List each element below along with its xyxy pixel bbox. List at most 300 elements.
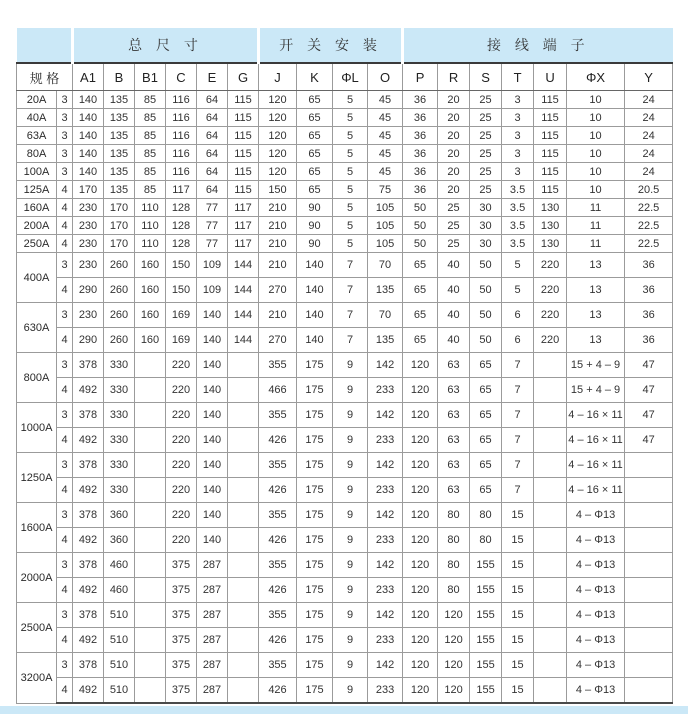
- value-cell: [625, 553, 673, 578]
- value-cell: 120: [403, 528, 438, 553]
- value-cell: 270: [259, 278, 297, 303]
- value-cell: 142: [368, 453, 403, 478]
- value-cell: 4 – 16 × 11: [567, 403, 625, 428]
- value-cell: 3: [502, 127, 534, 145]
- value-cell: 130: [534, 217, 567, 235]
- value-cell: 65: [297, 163, 333, 181]
- value-cell: 24: [625, 91, 673, 109]
- value-cell: 3: [502, 145, 534, 163]
- value-cell: 63: [438, 353, 470, 378]
- pole-count-cell: 4: [57, 217, 73, 235]
- value-cell: 170: [73, 181, 104, 199]
- value-cell: 50: [470, 303, 502, 328]
- value-cell: 375: [166, 578, 197, 603]
- value-cell: 120: [403, 653, 438, 678]
- value-cell: 24: [625, 145, 673, 163]
- value-cell: [228, 353, 259, 378]
- value-cell: 5: [333, 109, 368, 127]
- value-cell: [534, 578, 567, 603]
- value-cell: 4 – Φ13: [567, 528, 625, 553]
- value-cell: 64: [197, 127, 228, 145]
- value-cell: 175: [297, 453, 333, 478]
- value-cell: [228, 428, 259, 453]
- value-cell: 64: [197, 145, 228, 163]
- value-cell: 7: [502, 453, 534, 478]
- value-cell: 175: [297, 553, 333, 578]
- value-cell: 20: [438, 145, 470, 163]
- value-cell: 9: [333, 653, 368, 678]
- table-head: [17, 28, 673, 91]
- value-cell: 115: [534, 91, 567, 109]
- value-cell: 175: [297, 353, 333, 378]
- value-cell: 175: [297, 578, 333, 603]
- value-cell: 142: [368, 403, 403, 428]
- spec-cell: 20A: [17, 91, 57, 109]
- value-cell: 120: [438, 603, 470, 628]
- value-cell: 85: [135, 91, 166, 109]
- value-cell: 120: [403, 353, 438, 378]
- value-cell: 144: [228, 303, 259, 328]
- value-cell: 105: [368, 217, 403, 235]
- dimension-spec-table: [16, 28, 673, 704]
- value-cell: 65: [297, 109, 333, 127]
- value-cell: 116: [166, 91, 197, 109]
- value-cell: 85: [135, 163, 166, 181]
- value-cell: 115: [228, 145, 259, 163]
- table-row: [17, 127, 673, 145]
- spec-cell: 2500A: [17, 603, 57, 653]
- value-cell: 70: [368, 303, 403, 328]
- value-cell: 175: [297, 378, 333, 403]
- column-header-cell: T: [502, 63, 534, 91]
- value-cell: 378: [73, 453, 104, 478]
- value-cell: 120: [403, 678, 438, 704]
- spec-cell: 1000A: [17, 403, 57, 453]
- value-cell: 3: [502, 91, 534, 109]
- value-cell: 135: [104, 127, 135, 145]
- value-cell: 140: [73, 145, 104, 163]
- value-cell: 109: [197, 278, 228, 303]
- value-cell: 117: [228, 235, 259, 253]
- value-cell: [534, 428, 567, 453]
- value-cell: 77: [197, 217, 228, 235]
- value-cell: 426: [259, 428, 297, 453]
- column-header-cell: R: [438, 63, 470, 91]
- value-cell: 135: [104, 145, 135, 163]
- value-cell: 142: [368, 353, 403, 378]
- value-cell: 7: [502, 478, 534, 503]
- column-header-cell: ΦX: [567, 63, 625, 91]
- value-cell: 115: [534, 127, 567, 145]
- value-cell: 150: [166, 253, 197, 278]
- pole-count-cell: 4: [57, 578, 73, 603]
- value-cell: 25: [438, 235, 470, 253]
- value-cell: 115: [534, 109, 567, 127]
- value-cell: 510: [104, 603, 135, 628]
- value-cell: 15: [502, 528, 534, 553]
- value-cell: 36: [403, 91, 438, 109]
- value-cell: [135, 628, 166, 653]
- value-cell: 65: [403, 328, 438, 353]
- value-cell: 36: [403, 145, 438, 163]
- value-cell: [625, 678, 673, 704]
- value-cell: 175: [297, 678, 333, 704]
- value-cell: [228, 603, 259, 628]
- pole-count-cell: 4: [57, 478, 73, 503]
- value-cell: 260: [104, 328, 135, 353]
- value-cell: 20: [438, 109, 470, 127]
- value-cell: 15: [502, 578, 534, 603]
- value-cell: 360: [104, 528, 135, 553]
- table-body: [17, 91, 673, 704]
- value-cell: 9: [333, 628, 368, 653]
- value-cell: 220: [166, 378, 197, 403]
- value-cell: 115: [228, 163, 259, 181]
- value-cell: 64: [197, 91, 228, 109]
- value-cell: 9: [333, 403, 368, 428]
- value-cell: 233: [368, 428, 403, 453]
- value-cell: 140: [197, 428, 228, 453]
- value-cell: 85: [135, 127, 166, 145]
- value-cell: 142: [368, 653, 403, 678]
- value-cell: 5: [333, 217, 368, 235]
- value-cell: 105: [368, 199, 403, 217]
- column-header-cell: A1: [73, 63, 104, 91]
- value-cell: [135, 678, 166, 704]
- value-cell: [534, 478, 567, 503]
- value-cell: 5: [333, 91, 368, 109]
- column-header-cell: ΦL: [333, 63, 368, 91]
- value-cell: 15: [502, 503, 534, 528]
- value-cell: 9: [333, 353, 368, 378]
- value-cell: 140: [297, 303, 333, 328]
- table-row: [17, 163, 673, 181]
- value-cell: 220: [166, 428, 197, 453]
- table-row: [17, 91, 673, 109]
- value-cell: 9: [333, 478, 368, 503]
- table-row: [17, 145, 673, 163]
- value-cell: 233: [368, 528, 403, 553]
- value-cell: 36: [625, 278, 673, 303]
- value-cell: 36: [625, 253, 673, 278]
- table-row: [17, 553, 673, 578]
- value-cell: 24: [625, 163, 673, 181]
- value-cell: [135, 653, 166, 678]
- table-row: [17, 253, 673, 278]
- value-cell: 20: [438, 181, 470, 199]
- value-cell: 175: [297, 503, 333, 528]
- value-cell: [135, 403, 166, 428]
- value-cell: 155: [470, 678, 502, 704]
- value-cell: 150: [259, 181, 297, 199]
- value-cell: 4 – Φ13: [567, 653, 625, 678]
- value-cell: 115: [534, 163, 567, 181]
- value-cell: 6: [502, 328, 534, 353]
- value-cell: 25: [438, 217, 470, 235]
- value-cell: 170: [104, 217, 135, 235]
- value-cell: 460: [104, 578, 135, 603]
- value-cell: [625, 578, 673, 603]
- value-cell: 63: [438, 453, 470, 478]
- value-cell: 355: [259, 403, 297, 428]
- value-cell: 7: [502, 428, 534, 453]
- value-cell: 45: [368, 109, 403, 127]
- value-cell: 128: [166, 217, 197, 235]
- pole-count-cell: 3: [57, 109, 73, 127]
- value-cell: 90: [297, 235, 333, 253]
- spec-cell: 630A: [17, 303, 57, 353]
- value-cell: 220: [534, 303, 567, 328]
- value-cell: 5: [333, 163, 368, 181]
- group-header-cell: 接 线 端 子: [403, 28, 673, 63]
- value-cell: [534, 553, 567, 578]
- value-cell: 355: [259, 603, 297, 628]
- value-cell: 140: [297, 328, 333, 353]
- value-cell: 4 – Φ13: [567, 603, 625, 628]
- value-cell: 25: [470, 91, 502, 109]
- value-cell: 13: [567, 278, 625, 303]
- column-header-row: [17, 63, 673, 91]
- value-cell: 378: [73, 353, 104, 378]
- value-cell: 142: [368, 503, 403, 528]
- value-cell: [135, 578, 166, 603]
- pole-count-cell: 3: [57, 553, 73, 578]
- value-cell: 378: [73, 403, 104, 428]
- value-cell: 426: [259, 528, 297, 553]
- value-cell: 140: [197, 353, 228, 378]
- value-cell: 50: [403, 199, 438, 217]
- value-cell: 142: [368, 603, 403, 628]
- value-cell: 120: [403, 478, 438, 503]
- table-row: [17, 199, 673, 217]
- value-cell: 9: [333, 503, 368, 528]
- value-cell: 4 – 16 × 11: [567, 428, 625, 453]
- value-cell: 378: [73, 503, 104, 528]
- value-cell: 40: [438, 278, 470, 303]
- value-cell: 135: [104, 163, 135, 181]
- pole-count-cell: 3: [57, 403, 73, 428]
- column-header-cell: C: [166, 63, 197, 91]
- value-cell: 150: [166, 278, 197, 303]
- value-cell: 22.5: [625, 199, 673, 217]
- pole-count-cell: 3: [57, 353, 73, 378]
- value-cell: 65: [297, 127, 333, 145]
- value-cell: 36: [625, 303, 673, 328]
- value-cell: [228, 478, 259, 503]
- column-header-cell: B1: [135, 63, 166, 91]
- value-cell: 24: [625, 109, 673, 127]
- value-cell: 128: [166, 235, 197, 253]
- value-cell: 13: [567, 303, 625, 328]
- value-cell: [135, 428, 166, 453]
- value-cell: [534, 678, 567, 704]
- value-cell: 230: [73, 217, 104, 235]
- value-cell: 7: [333, 278, 368, 303]
- value-cell: 24: [625, 127, 673, 145]
- value-cell: 160: [135, 303, 166, 328]
- value-cell: 135: [104, 91, 135, 109]
- value-cell: 287: [197, 653, 228, 678]
- pole-count-cell: 4: [57, 528, 73, 553]
- table-row: [17, 303, 673, 328]
- value-cell: 426: [259, 478, 297, 503]
- value-cell: 36: [403, 109, 438, 127]
- pole-count-cell: 4: [57, 328, 73, 353]
- value-cell: 260: [104, 278, 135, 303]
- value-cell: 175: [297, 528, 333, 553]
- value-cell: 65: [297, 91, 333, 109]
- value-cell: 140: [197, 303, 228, 328]
- value-cell: 210: [259, 253, 297, 278]
- value-cell: [228, 503, 259, 528]
- table-row: [17, 453, 673, 478]
- value-cell: 375: [166, 678, 197, 704]
- value-cell: 355: [259, 553, 297, 578]
- value-cell: 378: [73, 603, 104, 628]
- value-cell: [228, 453, 259, 478]
- value-cell: 230: [73, 199, 104, 217]
- value-cell: 80: [470, 528, 502, 553]
- value-cell: 117: [166, 181, 197, 199]
- value-cell: 120: [438, 678, 470, 704]
- value-cell: [228, 528, 259, 553]
- value-cell: 65: [470, 478, 502, 503]
- spec-cell: 160A: [17, 199, 57, 217]
- value-cell: [228, 553, 259, 578]
- value-cell: 25: [470, 145, 502, 163]
- value-cell: 22.5: [625, 217, 673, 235]
- pole-count-cell: 4: [57, 235, 73, 253]
- value-cell: 120: [403, 628, 438, 653]
- value-cell: [534, 453, 567, 478]
- value-cell: 510: [104, 628, 135, 653]
- value-cell: 9: [333, 453, 368, 478]
- value-cell: 85: [135, 181, 166, 199]
- value-cell: 65: [297, 181, 333, 199]
- value-cell: 10: [567, 181, 625, 199]
- table-row: [17, 181, 673, 199]
- value-cell: 63: [438, 478, 470, 503]
- value-cell: 460: [104, 553, 135, 578]
- value-cell: 77: [197, 235, 228, 253]
- value-cell: 50: [470, 253, 502, 278]
- value-cell: 140: [297, 253, 333, 278]
- value-cell: 65: [470, 428, 502, 453]
- column-header-cell: O: [368, 63, 403, 91]
- value-cell: 25: [470, 127, 502, 145]
- value-cell: 115: [534, 145, 567, 163]
- value-cell: [625, 453, 673, 478]
- value-cell: 155: [470, 578, 502, 603]
- value-cell: 120: [403, 453, 438, 478]
- value-cell: 40: [438, 328, 470, 353]
- value-cell: [625, 628, 673, 653]
- value-cell: 75: [368, 181, 403, 199]
- value-cell: 130: [534, 199, 567, 217]
- table-row: [17, 428, 673, 453]
- value-cell: 90: [297, 199, 333, 217]
- value-cell: 15: [502, 653, 534, 678]
- group-header-cell: 总 尺 寸: [73, 28, 259, 63]
- table-row: [17, 109, 673, 127]
- pole-count-cell: 3: [57, 603, 73, 628]
- value-cell: 4 – Φ13: [567, 503, 625, 528]
- column-header-cell: G: [228, 63, 259, 91]
- value-cell: 5: [333, 127, 368, 145]
- value-cell: 510: [104, 678, 135, 704]
- value-cell: 10: [567, 163, 625, 181]
- value-cell: 160: [135, 328, 166, 353]
- value-cell: 45: [368, 91, 403, 109]
- value-cell: 210: [259, 217, 297, 235]
- value-cell: 233: [368, 678, 403, 704]
- value-cell: 36: [403, 163, 438, 181]
- value-cell: 116: [166, 145, 197, 163]
- pole-count-cell: 4: [57, 378, 73, 403]
- value-cell: 85: [135, 109, 166, 127]
- value-cell: 510: [104, 653, 135, 678]
- table-row: [17, 235, 673, 253]
- value-cell: [228, 678, 259, 704]
- value-cell: 230: [73, 235, 104, 253]
- value-cell: 20: [438, 127, 470, 145]
- value-cell: 120: [403, 503, 438, 528]
- table-row: [17, 503, 673, 528]
- value-cell: 10: [567, 91, 625, 109]
- value-cell: [534, 378, 567, 403]
- column-header-cell: J: [259, 63, 297, 91]
- value-cell: 9: [333, 553, 368, 578]
- value-cell: 135: [368, 328, 403, 353]
- pole-count-cell: 4: [57, 628, 73, 653]
- table-row: [17, 328, 673, 353]
- value-cell: 233: [368, 628, 403, 653]
- value-cell: 115: [228, 109, 259, 127]
- value-cell: 120: [403, 603, 438, 628]
- value-cell: 11: [567, 235, 625, 253]
- value-cell: 378: [73, 653, 104, 678]
- value-cell: 230: [73, 253, 104, 278]
- value-cell: 15 + 4 – 9: [567, 353, 625, 378]
- value-cell: 120: [438, 628, 470, 653]
- value-cell: [228, 628, 259, 653]
- value-cell: [135, 603, 166, 628]
- value-cell: 426: [259, 628, 297, 653]
- value-cell: 13: [567, 328, 625, 353]
- value-cell: 330: [104, 403, 135, 428]
- pole-count-cell: 3: [57, 91, 73, 109]
- value-cell: 9: [333, 603, 368, 628]
- value-cell: 492: [73, 578, 104, 603]
- value-cell: 117: [228, 199, 259, 217]
- value-cell: 36: [403, 181, 438, 199]
- pole-count-cell: 4: [57, 278, 73, 303]
- value-cell: 120: [403, 553, 438, 578]
- value-cell: [135, 553, 166, 578]
- value-cell: 47: [625, 428, 673, 453]
- value-cell: 7: [333, 328, 368, 353]
- value-cell: [534, 603, 567, 628]
- value-cell: 160: [135, 253, 166, 278]
- value-cell: 115: [228, 181, 259, 199]
- value-cell: 155: [470, 653, 502, 678]
- value-cell: [625, 528, 673, 553]
- value-cell: 426: [259, 678, 297, 704]
- value-cell: 210: [259, 303, 297, 328]
- value-cell: 375: [166, 603, 197, 628]
- value-cell: 170: [104, 235, 135, 253]
- column-header-cell: K: [297, 63, 333, 91]
